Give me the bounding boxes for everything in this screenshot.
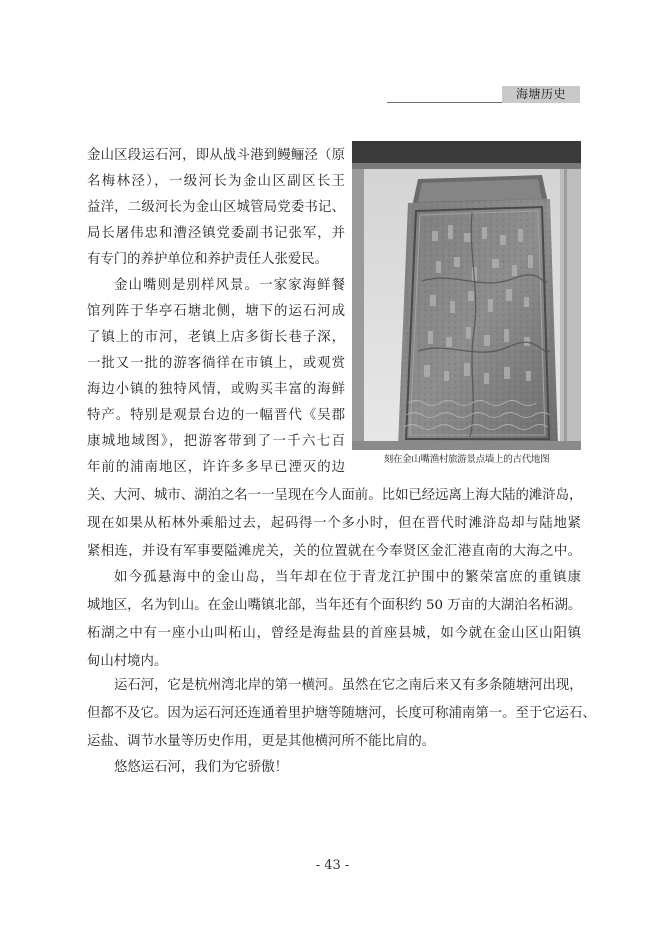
ancient-map-photo bbox=[352, 141, 581, 450]
body-line: 关、大河、城市、湖泊之名一一呈现在今人面前。比如已经远离上海大陆的滩浒岛， bbox=[87, 488, 583, 503]
figure-caption: 刻在金山嘴渔村旅游景点墙上的古代地图 bbox=[383, 454, 550, 465]
body-line: 运盐、调节水量等历史作用，更是其他横河所不能比肩的。 bbox=[87, 734, 436, 749]
body-line: 益洋，二级河长为金山区城管局党委书记、 bbox=[87, 200, 345, 215]
body-line: 金山嘴则是别样风景。一家家海鲜餐 bbox=[114, 278, 345, 293]
body-line: 一批又一批的游客徜徉在市镇上，或观赏 bbox=[87, 356, 345, 371]
body-line: 金山区段运石河，即从战斗港到鳗鲡泾（原 bbox=[87, 148, 345, 163]
body-line: 城地区，名为钊山。在金山嘴镇北部，当年还有个面积约 50 万亩的大湖泊名柘湖。 bbox=[87, 598, 582, 613]
body-line: 紧相连，并设有军事要隘滩虎关，关的位置就在今奉贤区金汇港直南的大海之中。 bbox=[87, 544, 581, 559]
page-number: - 43 - bbox=[315, 858, 350, 873]
body-line: 馆列阵于华亭石塘北侧，塘下的运石河成 bbox=[87, 304, 345, 319]
body-line: 特产。特别是观景台边的一幅晋代《吴郡 bbox=[87, 408, 345, 423]
body-line: 康城地域图》，把游客带到了一千六七百 bbox=[87, 434, 345, 449]
body-line: 局长屠伟忠和漕泾镇党委副书记张军，并 bbox=[87, 226, 345, 241]
body-line: 年前的浦南地区，许许多多早已湮灭的边 bbox=[87, 460, 345, 475]
body-line: 悠悠运石河，我们为它骄傲！ bbox=[114, 760, 289, 775]
body-line: 但都不及它。因为运石河还连通着里护塘等随塘河，长度可称浦南第一。至于它运石、 bbox=[87, 706, 596, 721]
body-line: 海边小镇的独特风情，或购买丰富的海鲜 bbox=[87, 382, 345, 397]
body-line: 甸山村境内。 bbox=[87, 654, 168, 669]
stone-map-relief-image bbox=[352, 141, 581, 450]
body-line: 如今孤悬海中的金山岛，当年却在位于青龙江护围中的繁荣富庶的重镇康 bbox=[114, 570, 581, 585]
body-line: 现在如果从柘林外乘船过去，起码得一个多小时，但在晋代时滩浒岛却与陆地紧 bbox=[87, 516, 581, 531]
body-line: 柘湖之中有一座小山叫柘山，曾经是海盐县的首座县城，如今就在金山区山阳镇 bbox=[87, 626, 581, 641]
section-title: 海塘历史 bbox=[502, 86, 580, 103]
body-line: 运石河，它是杭州湾北岸的第一横河。虽然在它之南后来又有多条随塘河出现， bbox=[114, 678, 583, 693]
body-line: 了镇上的市河，老镇上店多街长巷子深， bbox=[87, 330, 345, 345]
body-line: 名梅林泾），一级河长为金山区副区长王 bbox=[87, 174, 345, 189]
body-line: 有专门的养护单位和养护责任人张爱民。 bbox=[87, 252, 329, 267]
